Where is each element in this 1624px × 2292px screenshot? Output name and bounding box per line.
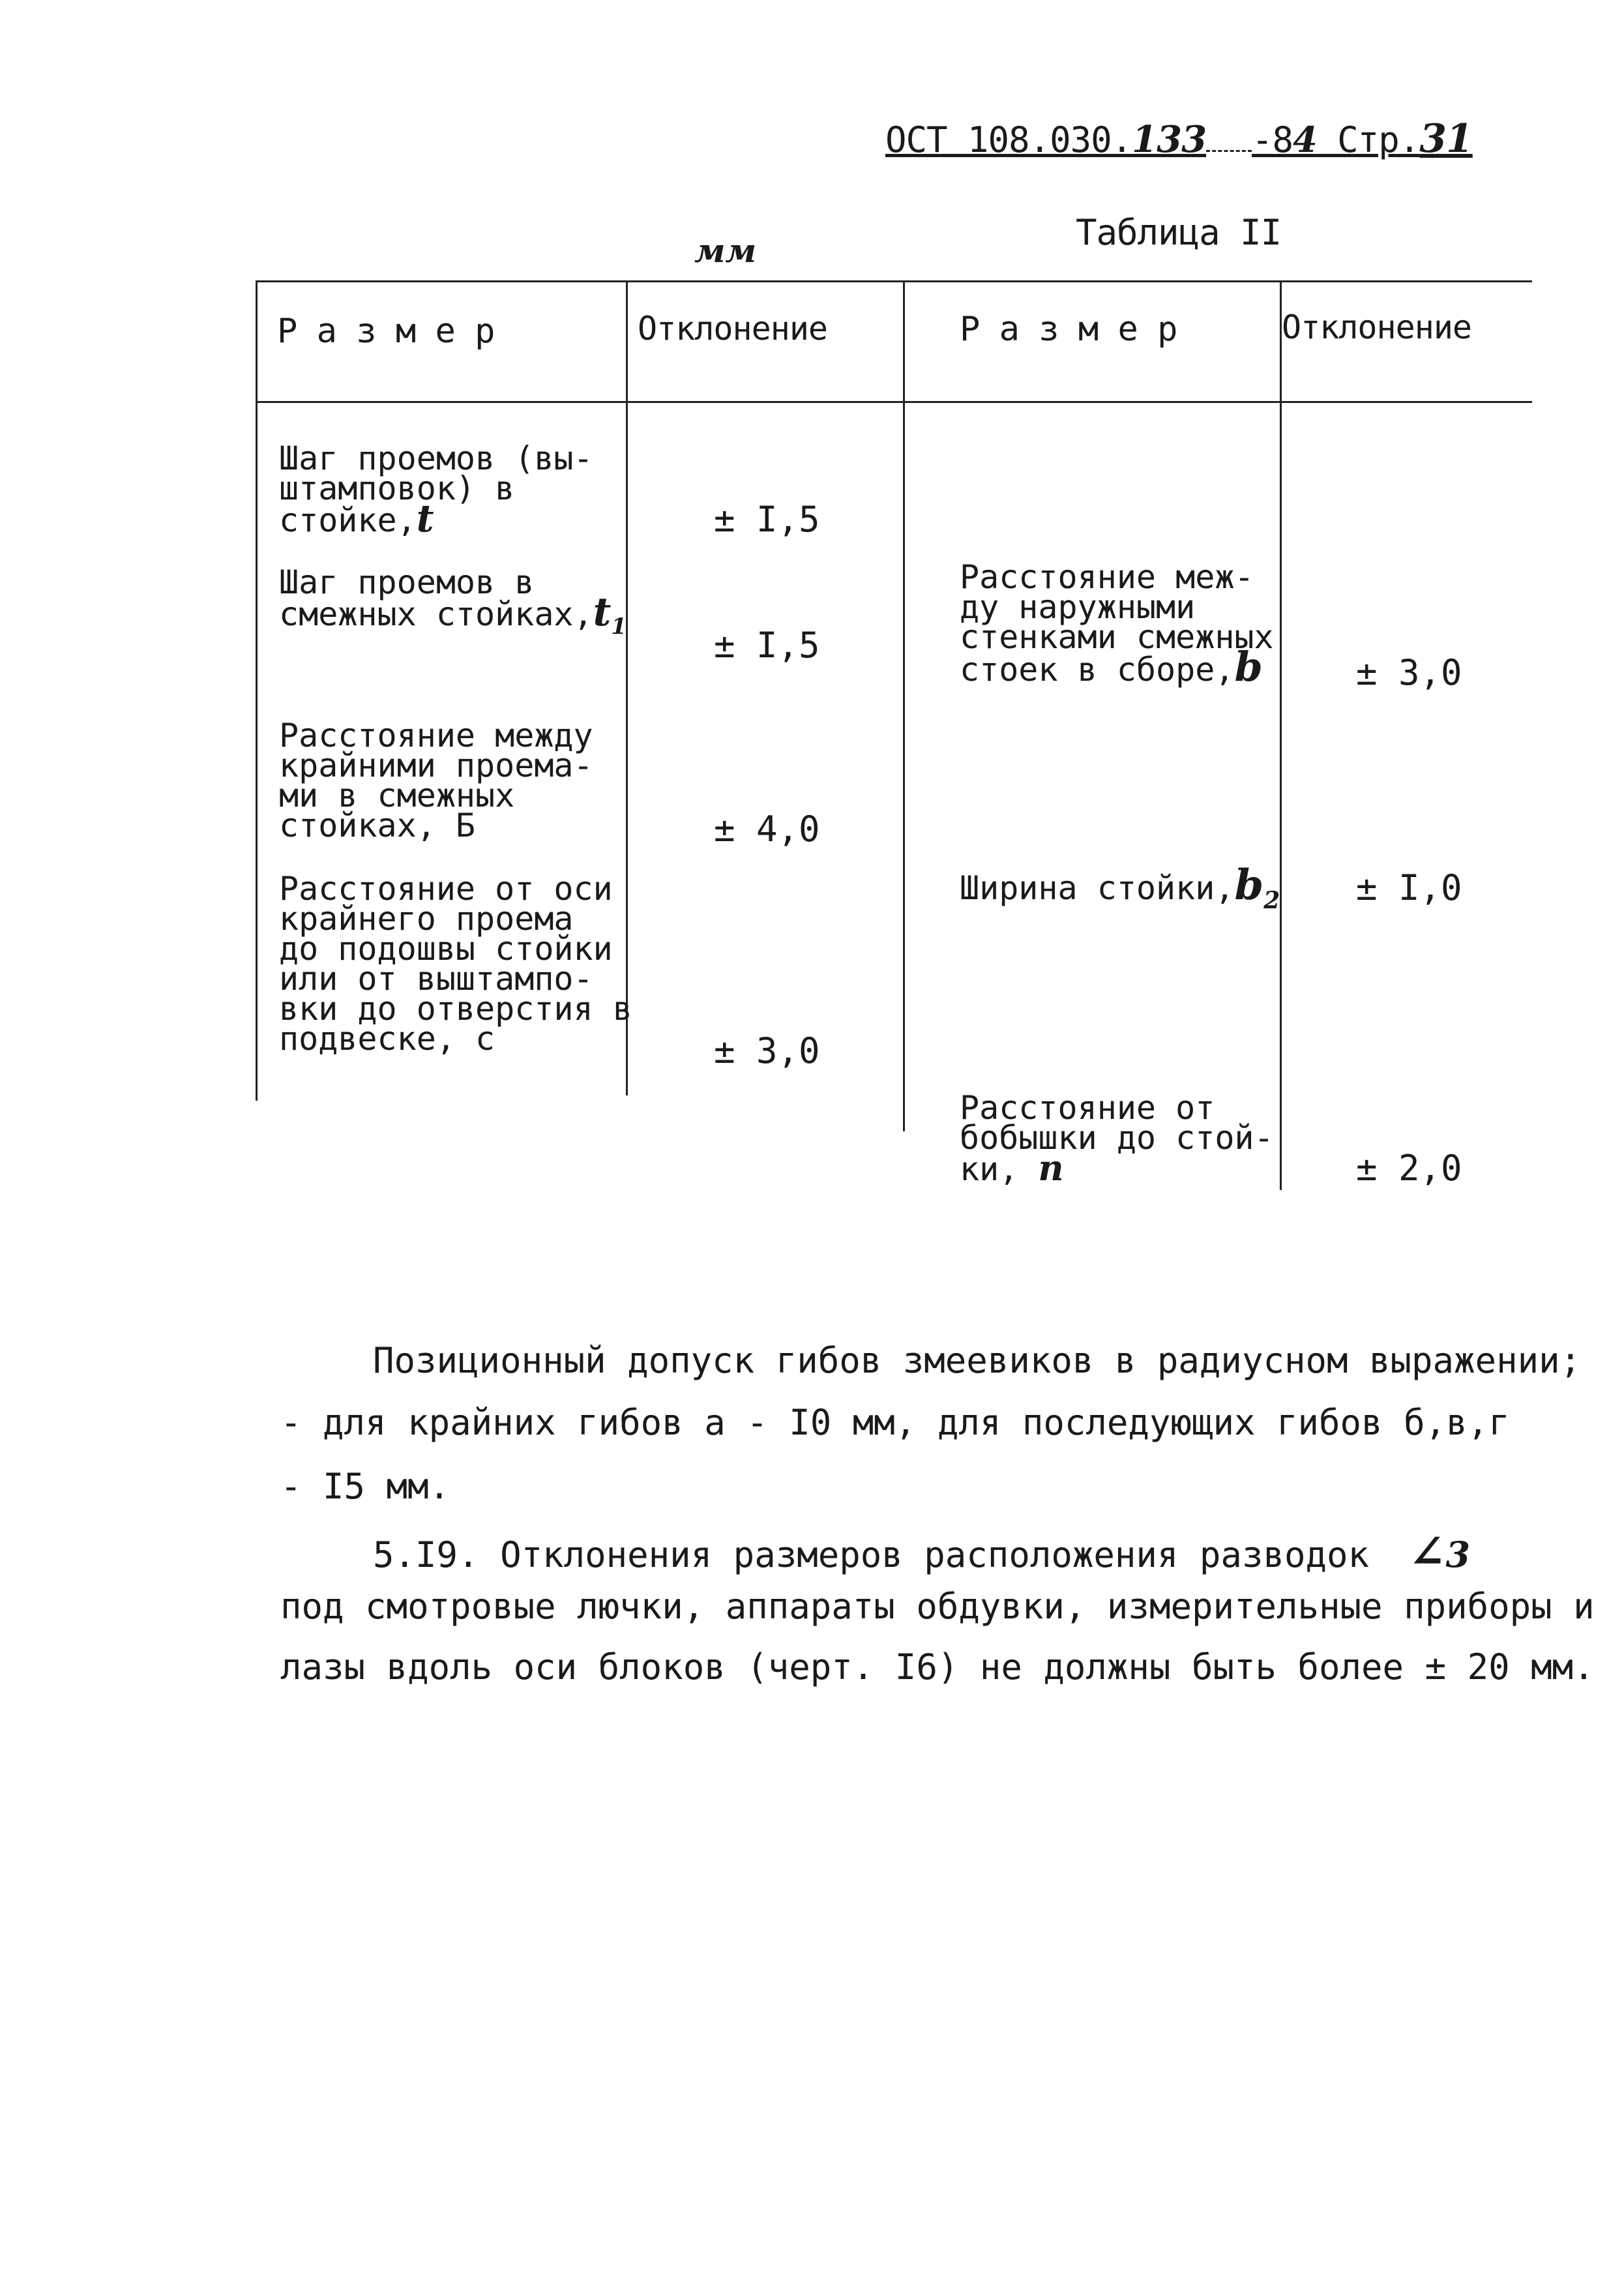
table-caption: Таблица II — [1076, 212, 1282, 253]
right-row-1-size: Расстояние меж- ду наружными стенками смежных стоек в сборе,b — [960, 558, 1274, 691]
symbol-t: t — [416, 496, 434, 541]
header-size-right: Р а з м е р — [960, 310, 1177, 349]
page-label: Стр. — [1316, 119, 1420, 160]
left-row-2-size: Шаг проемов в смежных $стойках,t_1$ — [279, 563, 627, 640]
paragraph-2-line-3: лазы вдоль оси блоков (черт. I6) не должны быть более ± 20 мм. — [280, 1646, 1595, 1688]
paragraph-2-line-2: под смотровые лючки, аппараты обдувки, измерительные приборы и — [280, 1586, 1595, 1627]
symbol-n: n — [1038, 1147, 1064, 1189]
header-deviation-left: Отклонение — [638, 310, 828, 348]
doc-prefix: ОСТ 108.030. — [885, 119, 1132, 160]
table-header-border — [256, 401, 1532, 403]
left-row-4-deviation: ± 3,0 — [714, 1030, 820, 1071]
doc-year-sep: -8 — [1252, 119, 1293, 160]
symbol-b2: $b_2$ — [1234, 861, 1280, 914]
right-row-1-deviation: ± 3,0 — [1356, 652, 1462, 693]
table-left-border — [256, 280, 258, 1101]
paragraph-1-line-1: Позиционный допуск гибов змеевиков в радиусном выражении; — [373, 1340, 1582, 1381]
table-top-border — [256, 280, 1532, 282]
paragraph-1-line-3: - I5 мм. — [280, 1466, 450, 1507]
left-row-2-deviation: ± I,5 — [714, 625, 820, 666]
left-row-4-size: Расстояние от оси крайнего проема до подошвы стойки или от выштампо- вки до отверстия в подвеске, с — [279, 870, 632, 1058]
header-size-left: Р а з м е р — [277, 312, 495, 351]
left-row-3-deviation: ± 4,0 — [714, 809, 820, 850]
left-row-3-size: Расстояние между крайними проема- ми в смежных стойках, Б — [279, 717, 593, 844]
right-row-2-size: Ширина $стойки,b_2$ — [960, 861, 1280, 914]
doc-year-hand: 4 — [1293, 119, 1317, 160]
symbol-b: b — [1234, 643, 1263, 691]
left-row-1-size: Шаг проемов (вы- штамповок) в стойке,t — [279, 439, 593, 541]
table-col-divider-2 — [903, 280, 905, 1131]
header-deviation-right: Отклонение — [1282, 308, 1472, 346]
paragraph-1-line-2: - для крайних гибов а - I0 мм, для последующих гибов б,в,г — [280, 1402, 1510, 1443]
right-row-2-deviation: ± I,0 — [1356, 867, 1462, 908]
left-row-1-deviation: ± I,5 — [714, 499, 820, 540]
doc-number: 133 — [1132, 118, 1207, 161]
paragraph-2-line-1: 5.I9. Отклонения размеров расположения разводок ∠3 — [373, 1526, 1471, 1578]
table-col-divider-3 — [1280, 280, 1282, 1190]
symbol-l3: ∠3 — [1408, 1526, 1471, 1578]
right-row-3-deviation: ± 2,0 — [1356, 1148, 1462, 1189]
page-number: 31 — [1419, 116, 1473, 162]
document-header — [885, 116, 1473, 162]
symbol-t1: $t_1$ — [593, 589, 627, 640]
right-row-3-size: Расстояние от бобышки до стой- ки, n — [960, 1089, 1274, 1189]
unit-note: мм — [694, 231, 757, 270]
